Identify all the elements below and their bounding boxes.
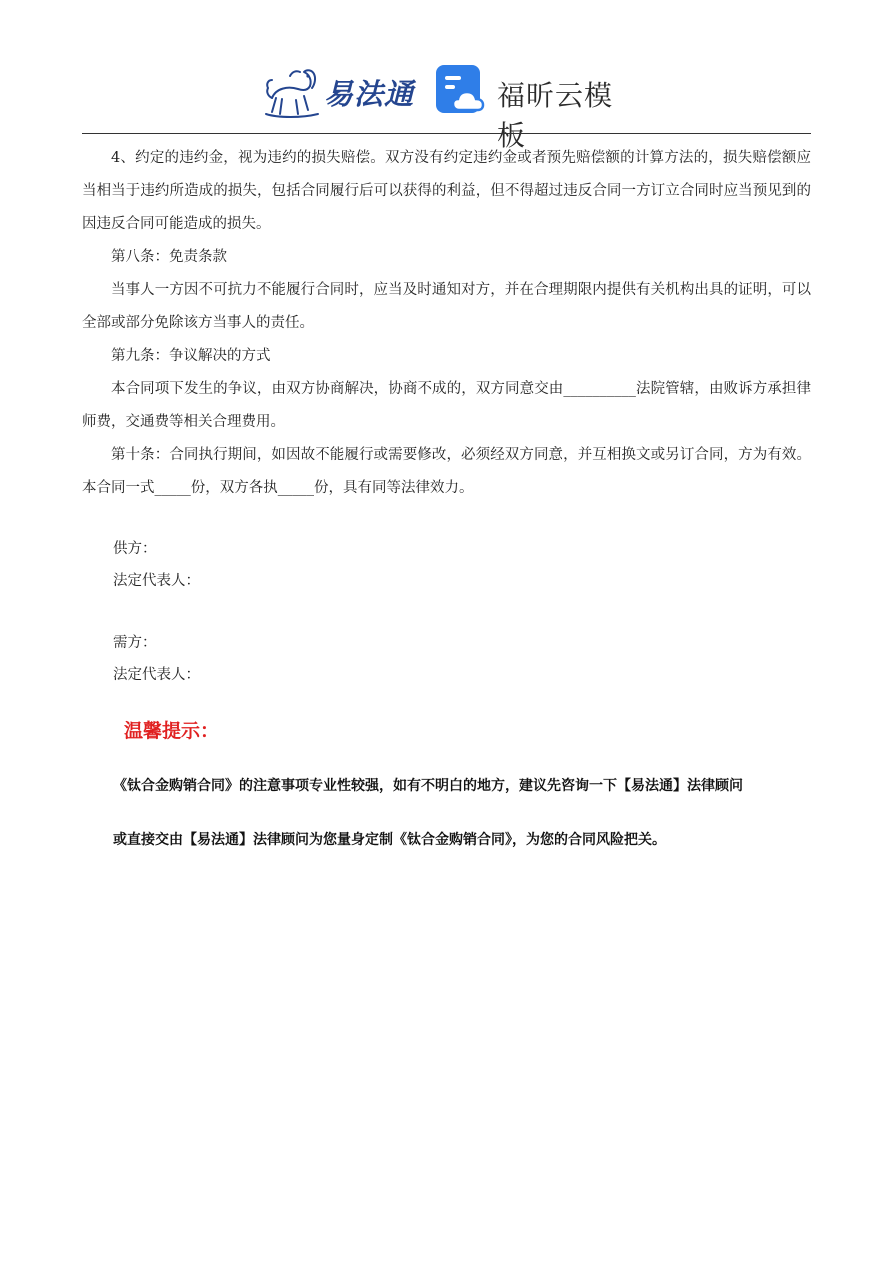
foxit-template-logo [435, 64, 635, 152]
article-8-heading: 第八条：免责条款 [111, 249, 227, 265]
cloud-document-icon [435, 64, 489, 118]
article-9-text: 本合同项下发生的争议，由双方协商解决，协商不成的，双方同意交由__________法院管辖，由败诉方承担律师费，交通费等相关合理费用。 [82, 381, 811, 430]
tips-line-2: 或直接交由【易法通】法律顾问为您量身定制《钛合金购销合同》，为您的合同风险把关。 [113, 832, 666, 848]
clause-4-liquidated-damages: 4、约定的违约金，视为违约的损失赔偿。双方没有约定违约金或者预先赔偿额的计算方法的，损失赔偿额应当相当于违约所造成的损失，包括合同履行后可以获得的利益，但不得超过违反合同一方订立合同时应当预见到的因违反合同可能造成的损失。 [82, 150, 811, 232]
article-9-heading: 第九条：争议解决的方式 [111, 348, 271, 364]
buyer-label: 需方： [113, 635, 157, 651]
yifatong-logo-text: 易法通 [324, 77, 415, 111]
supplier-representative-label: 法定代表人： [113, 573, 200, 589]
supplier-label: 供方： [113, 541, 157, 557]
header-divider [82, 133, 811, 134]
page-header [0, 58, 893, 152]
article-10-text: 第十条：合同执行期间，如因故不能履行或需要修改，必须经双方同意，并互相换文或另订合同，方为有效。本合同一式_____份，双方各执_____份，具有同等法律效力。 [82, 447, 811, 496]
article-8-text: 当事人一方因不可抗力不能履行合同时，应当及时通知对方，并在合理期限内提供有关机构出具的证明，可以全部或部分免除该方当事人的责任。 [82, 282, 811, 331]
tips-title: 温馨提示： [124, 720, 220, 742]
contract-body [82, 142, 811, 505]
foxit-template-logo-text: 福昕云模板 [497, 79, 614, 152]
qilin-icon [262, 62, 322, 120]
yifatong-logo [262, 58, 422, 124]
buyer-representative-label: 法定代表人： [113, 667, 200, 683]
tips-line-1: 《钛合金购销合同》的注意事项专业性较强，如有不明白的地方，建议先咨询一下【易法通】法律顾问 [113, 778, 743, 794]
